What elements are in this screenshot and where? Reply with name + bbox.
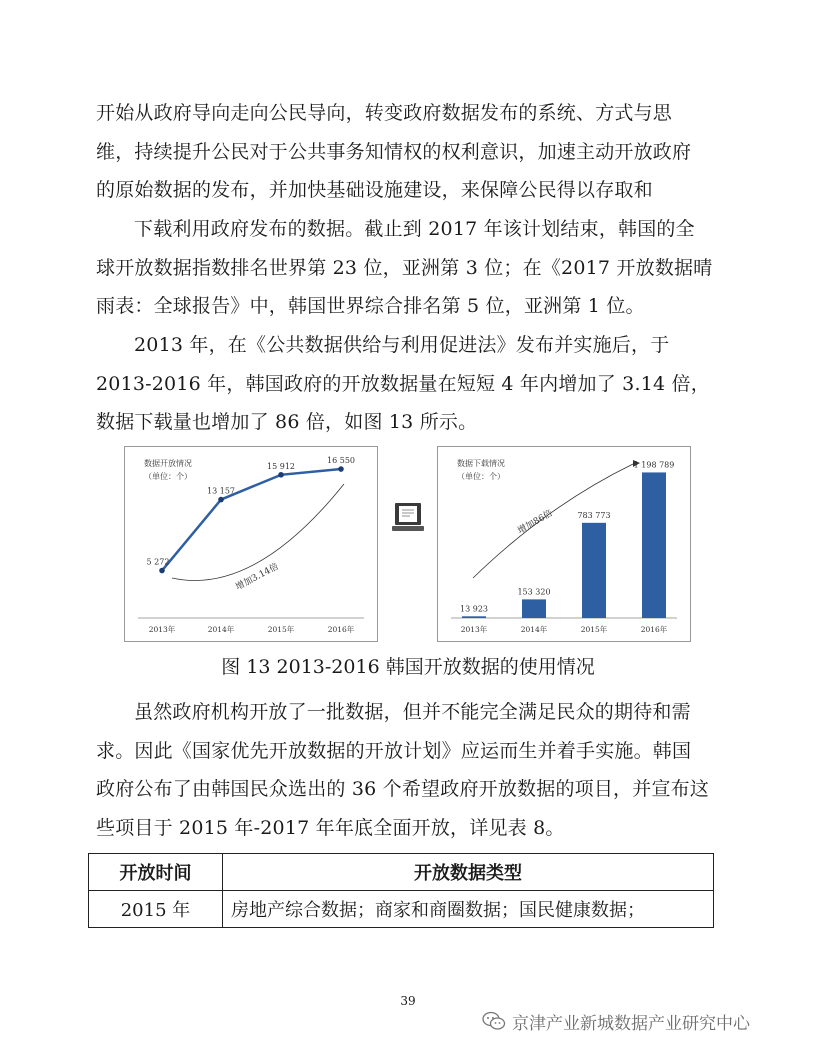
x-tick-label: 2016年 (640, 625, 668, 634)
data-label: 1 198 789 (633, 460, 675, 470)
data-label: 16 550 (327, 456, 355, 466)
text-line: 维，持续提升公民对于公共事务知情权的权利意识，加速主动开放政府 (96, 140, 692, 163)
x-tick-label: 2013年 (460, 625, 488, 634)
paragraph-4 (96, 693, 720, 847)
x-tick-label: 2016年 (327, 625, 355, 634)
data-label: 783 773 (577, 510, 611, 520)
data-label: 5 272 (146, 557, 170, 567)
text-line: 政府公布了由韩国民众选出的 36 个希望政府开放数据的项目，并宣布这 (96, 778, 710, 800)
text-line: 数据下载量也增加了 86 倍，如图 13 所示。 (96, 411, 478, 433)
page-number: 39 (400, 994, 416, 1008)
watermark (482, 1008, 750, 1034)
chart-annotation: 增加86倍 (516, 508, 555, 537)
chart-unit: （单位：个） (144, 472, 192, 481)
bar-chart-svg (437, 446, 691, 642)
text-line: 2013-2016 年，韩国政府的开放数据量在短短 4 年内增加了 3.14 倍， (96, 372, 710, 395)
bar (582, 523, 606, 618)
text-line: 些项目于 2015 年-2017 年年底全面开放，详见表 8。 (96, 816, 565, 839)
table-8 (88, 853, 714, 928)
text-line: 的原始数据的发布，并加快基础设施建设，来保障公民得以存取和 (96, 179, 653, 201)
figure-line-chart (124, 446, 378, 642)
data-point (159, 568, 165, 574)
paragraph-1 (96, 94, 720, 210)
data-point (338, 466, 344, 472)
x-tick-label: 2015年 (267, 625, 295, 634)
wechat-icon (482, 1011, 506, 1031)
table-header-cell: 开放数据类型 (223, 854, 714, 891)
data-label: 153 320 (517, 587, 551, 597)
figure-caption: 图 13 2013-2016 韩国开放数据的使用情况 (221, 656, 595, 678)
watermark-text: 京津产业新城数据产业研究中心 (512, 1013, 750, 1034)
text-line: 虽然政府机构开放了一批数据，但并不能完全满足民众的期待和需 (134, 701, 691, 723)
paragraph-3 (96, 326, 720, 442)
bar (642, 472, 666, 618)
paragraph-2 (96, 210, 720, 326)
figure-bar-chart (437, 446, 691, 642)
data-label: 13 923 (460, 604, 488, 614)
bar (462, 616, 486, 618)
table-header-row (89, 854, 714, 891)
bar (522, 599, 546, 618)
data-point (218, 497, 224, 503)
text-line: 2013 年，在《公共数据供给与利用促进法》发布并实施后，于 (134, 334, 670, 356)
table-cell: 2015 年 (89, 891, 223, 928)
data-label: 15 912 (267, 461, 295, 471)
table-cell: 房地产综合数据；商家和商圈数据；国民健康数据； (223, 891, 714, 928)
text-line: 球开放数据指数排名世界第 23 位，亚洲第 3 位；在《2017 开放数据晴 (96, 256, 713, 279)
x-tick-label: 2013年 (148, 625, 176, 634)
text-line: 雨表：全球报告》中，韩国世界综合排名第 5 位，亚洲第 1 位。 (96, 295, 645, 317)
line-chart-svg (124, 446, 378, 642)
data-label: 13 157 (207, 486, 235, 496)
chart-annotation: 增加3.14倍 (234, 561, 281, 593)
data-point (278, 472, 284, 478)
laptop-icon (390, 500, 426, 536)
text-line: 下载利用政府发布的数据。截止到 2017 年该计划结束，韩国的全 (134, 218, 695, 240)
x-tick-label: 2014年 (207, 625, 235, 634)
chart-unit: （单位：个） (457, 472, 505, 481)
table-row (89, 891, 714, 928)
text-line: 求。因此《国家优先开放数据的开放计划》应运而生并着手实施。韩国 (96, 739, 692, 762)
text-line: 开始从政府导向走向公民导向，转变政府数据发布的系统、方式与思 (96, 102, 673, 124)
x-tick-label: 2015年 (580, 625, 608, 634)
chart-title: 数据下载情况 (457, 459, 505, 468)
chart-title: 数据开放情况 (144, 459, 192, 468)
x-tick-label: 2014年 (520, 625, 548, 634)
table-header-cell: 开放时间 (89, 854, 223, 891)
